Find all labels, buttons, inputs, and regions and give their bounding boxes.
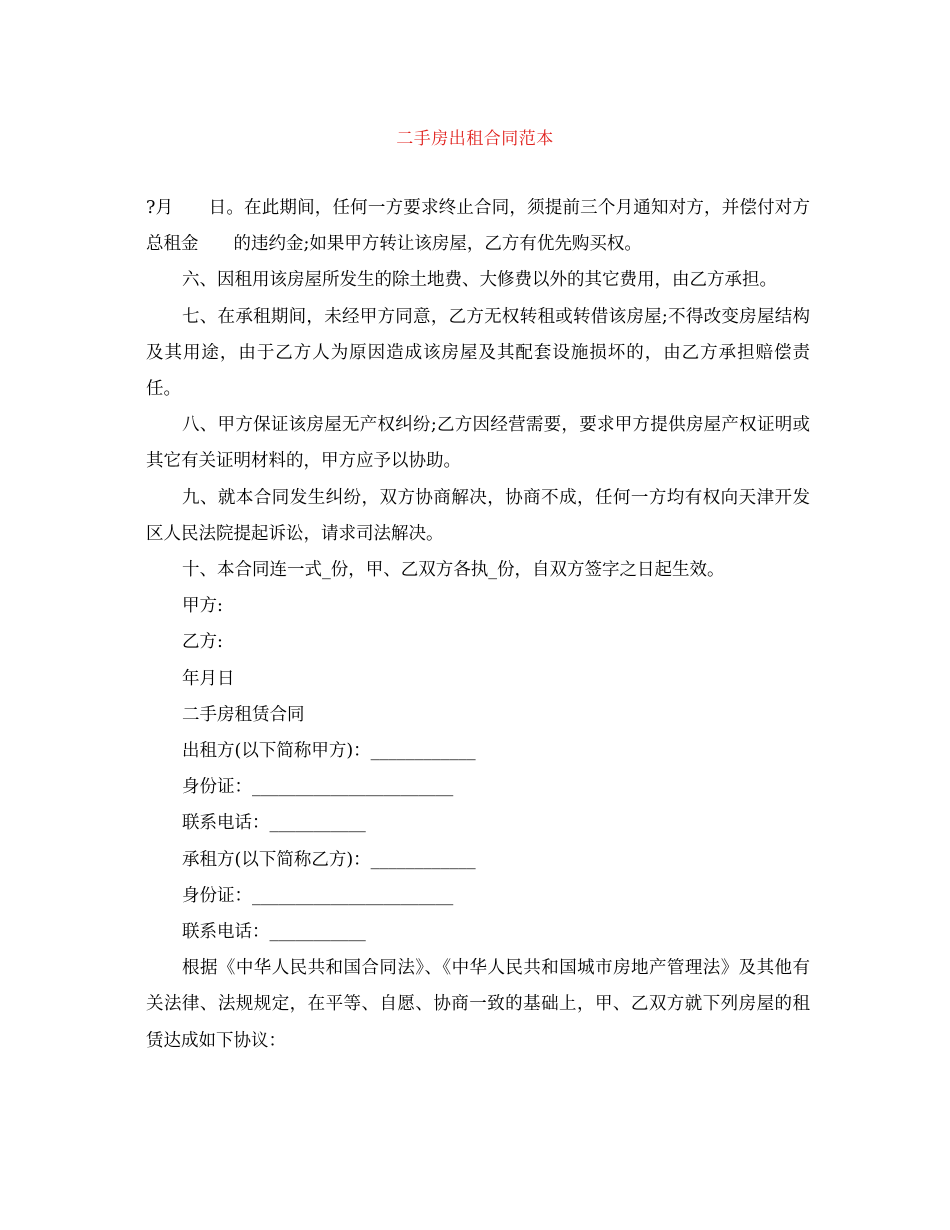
preamble-paragraph: 根据《中华人民共和国合同法》、《中华人民共和国城市房地产管理法》及其他有关法律、法规规定，在平等、自愿、协商一致的基础上，甲、乙双方就下列房屋的租赁达成如下协议：	[146, 958, 810, 1051]
document-body	[146, 190, 810, 1059]
party-a-signature: 甲方:	[182, 596, 223, 617]
document-title: 二手房出租合同范本	[396, 129, 554, 149]
lessor-phone-field: 联系电话：___________	[182, 813, 366, 834]
clause-6: 六、因租用该房屋所发生的除土地费、大修费以外的其它费用，由乙方承担。	[182, 270, 777, 291]
second-contract-title: 二手房租赁合同	[182, 704, 305, 725]
lessor-id-field: 身份证：_______________________	[182, 777, 454, 798]
clause-7: 七、在承租期间，未经甲方同意，乙方无权转租或转借该房屋;不得改变房屋结构及其用途，由于乙方人为原因造成该房屋及其配套设施损坏的，由乙方承担赔偿责任。	[146, 306, 810, 400]
lessor-field: 出租方(以下简称甲方)：____________	[182, 741, 476, 762]
signature-date: 年月日	[182, 668, 235, 689]
clause-8: 八、甲方保证该房屋无产权纠纷;乙方因经营需要，要求甲方提供房屋产权证明或其它有关证明材料的，甲方应予以协助。	[146, 415, 810, 472]
clause-10: 十、本合同连一式_份，甲、乙双方各执_份，自双方签字之日起生效。	[182, 560, 725, 581]
lessee-phone-field: 联系电话：___________	[182, 922, 366, 943]
party-b-signature: 乙方:	[182, 632, 223, 653]
clause-9: 九、就本合同发生纠纷，双方协商解决，协商不成，任何一方均有权向天津开发区人民法院提起诉讼，请求司法解决。	[146, 487, 810, 544]
lessee-field: 承租方(以下简称乙方)：____________	[182, 849, 476, 870]
lessee-id-field: 身份证：_______________________	[182, 885, 454, 906]
paragraph-continuation: ?月 日。在此期间，任何一方要求终止合同，须提前三个月通知对方，并偿付对方总租金 的违约金;如果甲方转让该房屋，乙方有优先购买权。	[146, 198, 810, 255]
